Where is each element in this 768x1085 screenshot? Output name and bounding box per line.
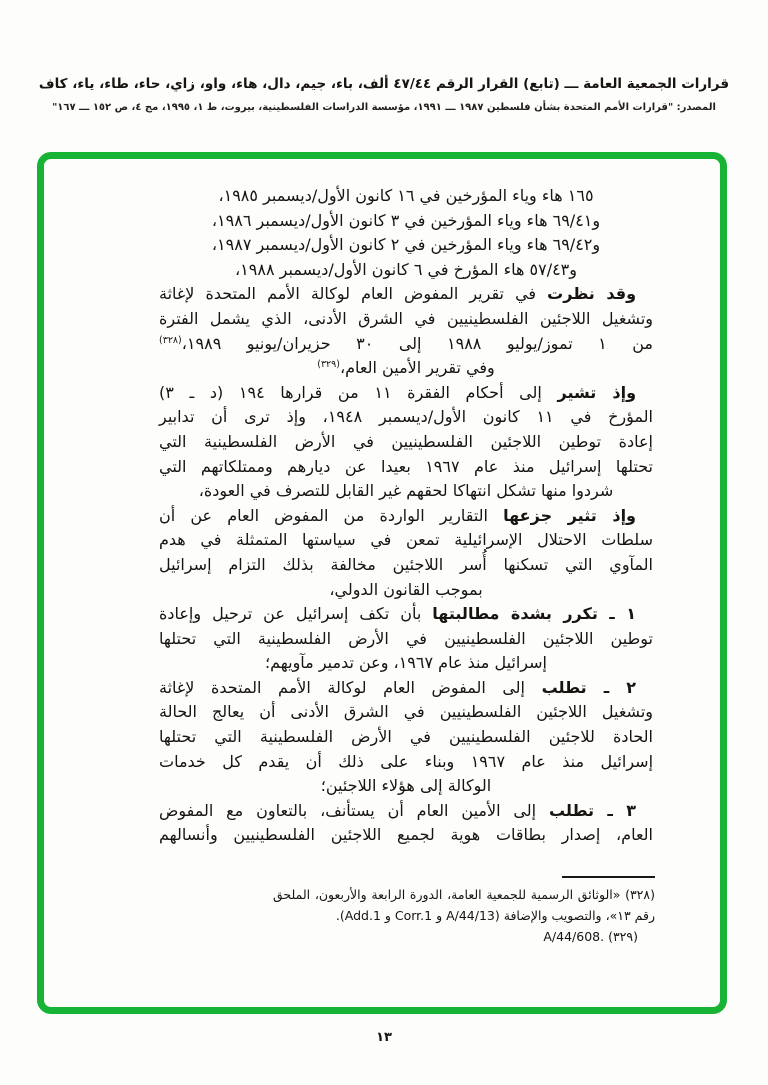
text-segment: ١ ـ <box>597 604 636 624</box>
text-segment: بأن تكف إسرائيل عن ترحيل وإعادة <box>159 604 433 624</box>
text-line <box>159 209 653 234</box>
text-segment: إعادة توطين اللاجئين الفلسطينيين في الأرض الفلسطينية التي <box>159 431 653 451</box>
text-line <box>159 307 653 332</box>
text-segment: و <box>432 908 447 923</box>
page-number: ١٣ <box>376 1030 392 1045</box>
text-segment: تحتلها إسرائيل منذ عام ١٩٦٧ بعيدا عن ديارهم وممتلكاتهم التي <box>159 456 653 476</box>
text-segment: A/44/608. <box>543 929 605 944</box>
text-segment: رقم ١٣»، والتصويب والإضافة ( <box>494 908 655 923</box>
text-segment: ١٦٥ هاء وياء المؤرخين في ١٦ كانون الأول/ديسمبر ١٩٨٥، <box>218 186 594 205</box>
text-segment: وإذ تثير جزعها <box>503 505 636 525</box>
text-line <box>159 750 653 775</box>
text-segment: التقارير الواردة من المفوض العام عن أن <box>159 505 504 525</box>
text-line <box>159 725 653 750</box>
footnote-separator <box>562 876 655 878</box>
text-segment: وتشغيل اللاجئين الفلسطينيين في الشرق الأدنى، الذي يشمل الفترة <box>159 308 653 328</box>
text-segment: (٣٢٨) «الوثائق الرسمية للجمعية العامة، الدورة الرابعة والأربعون، الملحق <box>273 887 655 902</box>
text-line <box>273 905 655 926</box>
text-line <box>273 926 655 947</box>
text-line <box>159 479 653 504</box>
text-segment: المؤرخ في ١١ كانون الأول/ديسمبر ١٩٤٨، وإذ ترى أن تدابير <box>159 407 653 427</box>
text-segment: من ١ تموز/يوليو ١٩٨٨ إلى ٣٠ حزيران/يونيو ١٩٨٩، <box>181 333 653 353</box>
text-segment: و٦٩/٤١ هاء وياء المؤرخين في ٣ كانون الأول/ديسمبر ١٩٨٦، <box>211 210 601 230</box>
text-segment: العام، إصدار بطاقات هوية لجميع اللاجئين الفلسطينيين وأنسالهم <box>159 825 653 845</box>
text-line <box>159 823 653 848</box>
text-line <box>159 258 653 283</box>
text-line <box>159 233 653 258</box>
text-line <box>159 528 653 553</box>
text-segment: ٢ ـ <box>586 677 636 697</box>
text-line <box>159 553 653 578</box>
footnotes-section <box>273 876 655 947</box>
text-line <box>159 455 653 480</box>
text-line <box>159 774 653 799</box>
text-segment: وإذ تشير <box>557 382 637 402</box>
text-segment: وتشغيل اللاجئين الفلسطينيين في الشرق الأدنى أن يعالج الحالة <box>159 702 653 722</box>
text-line <box>159 602 653 627</box>
text-line <box>159 430 653 455</box>
text-line <box>159 578 653 603</box>
text-segment: بموجب القانون الدولي، <box>329 579 483 599</box>
page-header-title: قرارات الجمعية العامة ـــ (تابع) القرار الرقم ٤٧/٤٤ ألف، باء، جيم، دال، هاء، واو، زاي، حاء، طاء، ياء، كاف <box>38 76 730 92</box>
text-segment: Corr.1 <box>394 908 433 923</box>
text-segment: (٣٢٩) <box>604 929 638 944</box>
text-line <box>159 405 653 430</box>
text-line <box>159 700 653 725</box>
text-line <box>159 356 653 381</box>
text-segment: و٥٧/٤٣ هاء المؤرخ في ٦ كانون الأول/ديسمبر ١٩٨٨، <box>235 259 577 279</box>
footnote-ref: (٣٢٩) <box>317 359 340 371</box>
text-segment: توطين اللاجئين الفلسطينيين في الأرض الفلسطينية التي تحتلها <box>159 628 653 648</box>
body-text <box>159 184 653 848</box>
text-line <box>159 381 653 406</box>
text-line <box>159 504 653 529</box>
text-segment: A/44/13 <box>446 908 495 923</box>
text-segment: شردوا منها تشكل انتهاكا لحقهم غير القابل للتصرف في العودة، <box>198 481 614 501</box>
text-segment: في تقرير المفوض العام لوكالة الأمم المتحدة لإغاثة <box>159 284 548 304</box>
text-line <box>159 332 653 357</box>
text-segment: وقد نظرت <box>547 284 637 304</box>
text-line <box>159 651 653 676</box>
text-segment: سلطات الاحتلال الإسرائيلية تمعن في سياستها المتمثلة في هدم <box>159 530 653 550</box>
text-line <box>159 184 653 209</box>
text-segment: وفي تقرير الأمين العام، <box>339 358 495 378</box>
text-segment: إلى المفوض العام لوكالة الأمم المتحدة لإغاثة <box>159 677 542 697</box>
text-line <box>159 282 653 307</box>
text-segment: تطلب <box>548 800 595 820</box>
text-line <box>159 799 653 824</box>
text-segment: ٣ ـ <box>594 800 637 820</box>
text-segment: ). <box>335 908 345 923</box>
text-segment: إسرائيل منذ عام ١٩٦٧ وبناء على ذلك أن يقدم كل خدمات <box>159 751 654 771</box>
text-line <box>159 627 653 652</box>
footnote-items <box>273 884 655 947</box>
text-segment: الوكالة إلى هؤلاء اللاجئين؛ <box>320 776 492 796</box>
text-segment: Add.1 <box>344 908 381 923</box>
text-segment: و٦٩/٤٢ هاء وياء المؤرخين في ٢ كانون الأول/ديسمبر ١٩٨٧، <box>211 235 601 255</box>
text-segment: الحادة للاجئين الفلسطينيين في الأرض الفلسطينية التي تحتلها <box>159 727 653 747</box>
text-segment: و <box>380 908 395 923</box>
footnote-ref: (٣٢٨) <box>159 334 182 346</box>
text-segment: تطلب <box>541 677 587 697</box>
text-segment: إلى الأمين العام أن يستأنف، بالتعاون مع المفوض <box>159 800 549 820</box>
text-segment: تكرر بشدة مطالبتها <box>432 604 598 624</box>
text-segment: إسرائيل منذ عام ١٩٦٧، وعن تدمير مآويهم؛ <box>265 653 547 673</box>
text-line <box>273 884 655 905</box>
text-segment: المآوي التي تسكنها أُسر اللاجئين مخالفة بذلك التزام إسرائيل <box>159 554 653 574</box>
page-header-source: المصدر: "قرارات الأمم المتحدة بشأن فلسطين ١٩٨٧ ـــ ١٩٩١، مؤسسة الدراسات الفلسطينية، بيروت، ط ١، ١٩٩٥، مج ٤، ص ١٥٢ ـــ ١٦٧" <box>52 102 716 113</box>
text-line <box>159 676 653 701</box>
text-segment: إلى أحكام الفقرة ١١ من قرارها ١٩٤ (د ـ ٣) <box>159 382 558 402</box>
